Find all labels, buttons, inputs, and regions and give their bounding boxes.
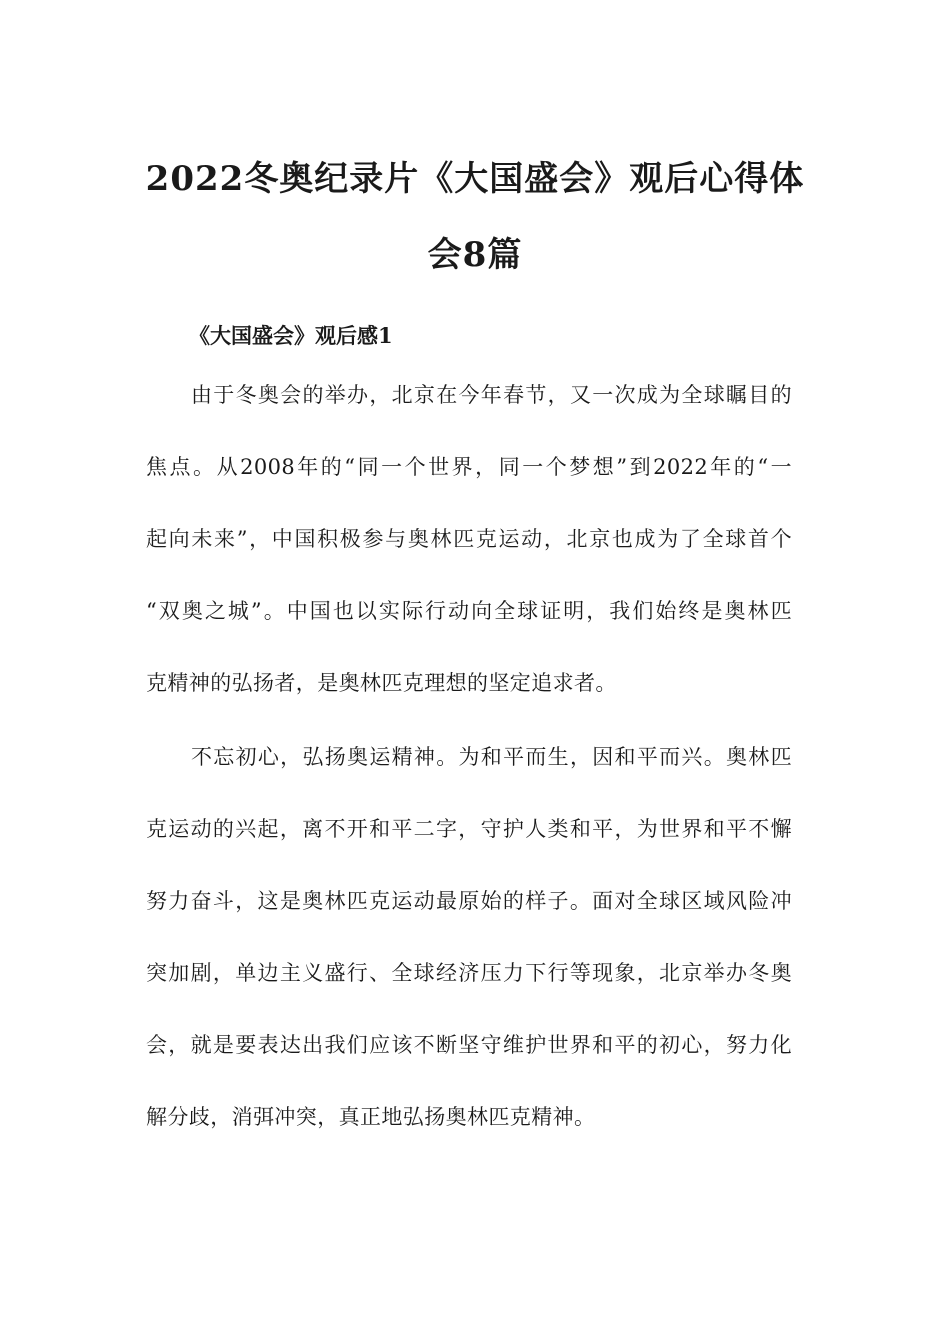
paragraph-line: 克精神的弘扬者，是奥林匹克理想的坚定追求者。 [146, 671, 617, 695]
paragraph-line: 焦点。从2008年的“同一个世界，同一个梦想”到2022年的“一 [146, 455, 792, 479]
paragraph-line: 克运动的兴起，离不开和平二字，守护人类和平，为世界和平不懈 [146, 817, 792, 841]
paragraph-line: 不忘初心，弘扬奥运精神。为和平而生，因和平而兴。奥林匹 [191, 745, 792, 769]
paragraph-line: 会，就是要表达出我们应该不断坚守维护世界和平的初心，努力化 [146, 1033, 792, 1057]
paragraph-line: 由于冬奥会的举办，北京在今年春节，又一次成为全球瞩目的 [191, 383, 792, 407]
paragraph-line: 起向未来”，中国积极参与奥林匹克运动，北京也成为了全球首个 [146, 527, 792, 551]
title-line-2: 会8篇 [427, 234, 523, 275]
paragraph-line: 突加剧，单边主义盛行、全球经济压力下行等现象，北京举办冬奥 [146, 961, 792, 985]
paragraph-line: 努力奋斗，这是奥林匹克运动最原始的样子。面对全球区域风险冲 [146, 889, 792, 913]
document-title [120, 141, 830, 293]
section-heading: 《大国盛会》观后感1 [189, 323, 393, 348]
paragraph-2 [146, 721, 792, 1153]
title-line-1: 2022冬奥纪录片《大国盛会》观后心得体 [145, 158, 805, 199]
paragraph-line: 解分歧，消弭冲突，真正地弘扬奥林匹克精神。 [146, 1105, 596, 1129]
paragraph-1 [146, 359, 792, 719]
paragraph-line: “双奥之城”。中国也以实际行动向全球证明，我们始终是奥林匹 [146, 599, 792, 623]
